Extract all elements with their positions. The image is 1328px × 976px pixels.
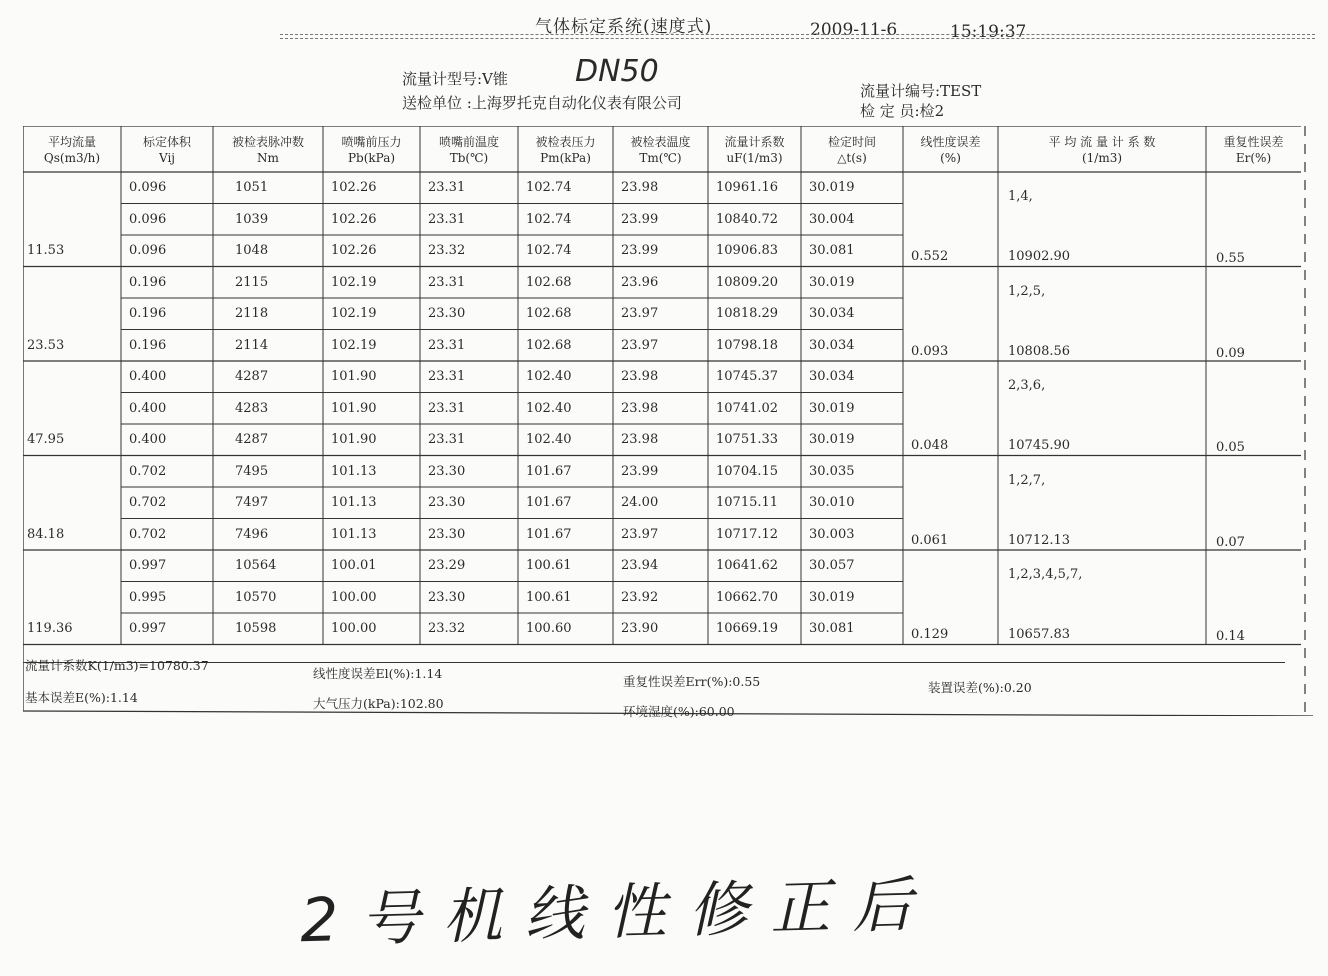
column-header xyxy=(903,134,998,166)
column-header xyxy=(708,134,801,166)
table-cell: 10641.62 xyxy=(716,558,779,573)
table-cell: 10564 xyxy=(235,558,277,573)
column-header xyxy=(420,134,518,166)
table-cell: 0.995 xyxy=(129,589,167,605)
table-cell: 0.096 xyxy=(129,180,167,195)
table-cell: 7497 xyxy=(235,495,269,510)
column-header-line: 被检表温度 xyxy=(630,135,691,149)
column-header-line: 流量计系数 xyxy=(724,135,785,149)
linearity-cell: 0.048 xyxy=(911,438,949,453)
table-cell: 10840.72 xyxy=(716,211,779,227)
column-header-line: (1/m3) xyxy=(1081,151,1123,165)
table-cell: 23.30 xyxy=(428,306,466,321)
table-cell: 10662.70 xyxy=(716,589,779,605)
table-cell: 0.702 xyxy=(129,526,167,542)
inspection-unit: 送检单位 :上海罗托克自动化仪表有限公司 xyxy=(402,94,682,112)
table-cell: 23.98 xyxy=(621,400,659,416)
table-cell: 23.96 xyxy=(621,274,659,290)
table-cell: 0.400 xyxy=(129,432,167,447)
table-cell: 23.92 xyxy=(621,589,659,605)
column-header-line: 被检表脉冲数 xyxy=(231,135,304,149)
calibration-table xyxy=(23,126,1318,719)
column-header-line: Pm(kPa) xyxy=(540,151,591,165)
column-header-line: Vij xyxy=(158,151,175,165)
table-cell: 23.31 xyxy=(428,180,466,195)
table-cell: 0.096 xyxy=(129,243,167,258)
linearity-cell: 0.552 xyxy=(911,249,949,264)
table-cell: 30.034 xyxy=(809,306,855,321)
table-cell: 1039 xyxy=(235,211,269,227)
table-cell: 102.74 xyxy=(526,243,572,258)
table-cell: 30.081 xyxy=(809,621,855,636)
column-header-line: 平 均 流 量 计 系 数 xyxy=(1048,135,1156,149)
table-cell: 0.096 xyxy=(129,211,167,227)
table-cell: 23.32 xyxy=(428,621,466,636)
table-cell: 23.32 xyxy=(428,243,466,258)
report-title: 气体标定系统(速度式) xyxy=(535,17,713,37)
table-cell: 23.30 xyxy=(428,463,466,479)
table-cell: 100.60 xyxy=(526,621,572,636)
handwritten-note: 2号机线性修正后 xyxy=(299,869,936,957)
column-header-line: Er(%) xyxy=(1235,151,1272,165)
table-cell: 23.99 xyxy=(621,463,659,479)
table-cell: 10906.83 xyxy=(716,243,779,258)
table-cell: 30.035 xyxy=(809,463,855,479)
column-header-line: 平均流量 xyxy=(47,135,96,149)
table-cell: 23.29 xyxy=(428,558,466,573)
table-cell: 100.00 xyxy=(331,621,377,636)
table-cell: 10741.02 xyxy=(716,400,779,416)
meter-model-handwritten: DN50 xyxy=(575,54,659,89)
table-cell: 30.004 xyxy=(809,211,855,227)
table-cell: 102.26 xyxy=(331,211,377,227)
table-cell: 10717.12 xyxy=(716,526,779,542)
avg-flow-cell: 84.18 xyxy=(27,526,65,542)
table-cell: 23.98 xyxy=(621,180,659,195)
column-header-line: 重复性误差 xyxy=(1223,135,1284,149)
avg-flow-cell: 119.36 xyxy=(27,621,73,636)
table-cell: 23.98 xyxy=(621,432,659,447)
table-grid xyxy=(23,126,1318,716)
repeat-cell: 0.05 xyxy=(1216,440,1245,455)
table-cell: 23.90 xyxy=(621,621,659,636)
avg-coef-cell: 10745.90 xyxy=(1008,438,1071,453)
table-cell: 23.31 xyxy=(428,432,466,447)
table-cell: 4287 xyxy=(235,432,269,447)
table-cell: 10818.29 xyxy=(716,306,779,321)
table-cell: 30.034 xyxy=(809,337,855,353)
table-cell: 100.61 xyxy=(526,558,572,573)
column-header-line: Nm xyxy=(257,151,279,165)
table-cell: 23.31 xyxy=(428,211,466,227)
table-cell: 23.97 xyxy=(621,337,659,353)
table-cell: 23.31 xyxy=(428,369,466,384)
footer-atm-pressure: 大气压力(kPa):102.80 xyxy=(313,696,444,711)
table-cell: 23.31 xyxy=(428,400,466,416)
table-cell: 30.034 xyxy=(809,369,855,384)
column-header-line: (%) xyxy=(940,151,961,165)
table-cell: 23.99 xyxy=(621,243,659,258)
avg-flow-cell: 47.95 xyxy=(27,432,65,447)
table-cell: 1051 xyxy=(235,180,269,195)
table-cell: 101.90 xyxy=(331,432,377,447)
avg-coef-cell: 10657.83 xyxy=(1008,627,1071,642)
column-header-line: Pb(kPa) xyxy=(347,151,396,165)
column-header-line: 检定时间 xyxy=(827,135,876,149)
table-cell: 1048 xyxy=(235,243,269,258)
table-cell: 102.68 xyxy=(526,306,572,321)
table-cell: 7495 xyxy=(235,463,269,479)
table-cell: 101.67 xyxy=(526,526,572,542)
meter-model: 流量计型号:V锥 xyxy=(402,70,508,88)
column-header xyxy=(213,134,323,166)
table-cell: 23.94 xyxy=(621,558,659,573)
table-cell: 102.40 xyxy=(526,400,572,416)
table-cell: 30.019 xyxy=(809,180,855,195)
title-divider xyxy=(280,34,1315,39)
table-cell: 101.13 xyxy=(331,526,377,542)
table-cell: 23.31 xyxy=(428,274,466,290)
table-cell: 30.081 xyxy=(809,243,855,258)
table-cell: 10751.33 xyxy=(716,432,779,447)
avg-coef-cell: 10808.56 xyxy=(1008,343,1071,359)
table-cell: 101.67 xyxy=(526,463,572,479)
table-cell: 102.19 xyxy=(331,337,377,353)
points-cell: 1,2,7, xyxy=(1008,472,1046,488)
avg-flow-cell: 23.53 xyxy=(27,337,65,353)
table-cell: 0.400 xyxy=(129,400,167,416)
column-header-line: 线性度误差 xyxy=(920,135,981,149)
table-cell: 102.26 xyxy=(331,243,377,258)
table-cell: 30.057 xyxy=(809,558,855,573)
table-cell: 0.400 xyxy=(129,369,167,384)
table-cell: 100.61 xyxy=(526,589,572,605)
table-cell: 0.997 xyxy=(129,621,167,636)
footer-meter-coef: 流量计系数K(1/m3)=10780.37 xyxy=(25,658,209,673)
table-cell: 102.68 xyxy=(526,337,572,353)
footer-device-error: 装置误差(%):0.20 xyxy=(928,680,1032,695)
table-cell: 101.90 xyxy=(331,369,377,384)
footer-humidity: 环境湿度(%):60.00 xyxy=(623,704,735,719)
table-cell: 30.019 xyxy=(809,274,855,290)
table-cell: 30.019 xyxy=(809,432,855,447)
avg-coef-cell: 10902.90 xyxy=(1008,249,1071,264)
footer-basic-error: 基本误差E(%):1.14 xyxy=(25,690,138,705)
linearity-cell: 0.061 xyxy=(911,532,949,548)
column-header xyxy=(121,134,213,166)
linearity-cell: 0.129 xyxy=(911,627,949,642)
table-cell: 23.99 xyxy=(621,211,659,227)
repeat-cell: 0.55 xyxy=(1216,251,1245,266)
table-cell: 2115 xyxy=(235,274,269,290)
footer-linearity: 线性度误差El(%):1.14 xyxy=(313,666,443,681)
table-cell: 10570 xyxy=(235,589,277,605)
table-cell: 101.67 xyxy=(526,495,572,510)
table-cell: 10745.37 xyxy=(716,369,779,384)
table-cell: 10669.19 xyxy=(716,621,779,636)
footer-repeatability: 重复性误差Err(%):0.55 xyxy=(623,674,761,689)
table-cell: 10809.20 xyxy=(716,274,779,290)
table-cell: 30.010 xyxy=(809,495,855,510)
column-header xyxy=(23,134,121,166)
table-cell: 0.196 xyxy=(129,274,167,290)
linearity-cell: 0.093 xyxy=(911,343,949,359)
column-header-line: Tm(℃) xyxy=(639,151,682,165)
table-cell: 2114 xyxy=(235,337,269,353)
table-cell: 4287 xyxy=(235,369,269,384)
table-cell: 100.01 xyxy=(331,558,377,573)
table-cell: 101.13 xyxy=(331,463,377,479)
column-header xyxy=(801,134,903,166)
table-cell: 23.97 xyxy=(621,526,659,542)
table-cell: 23.31 xyxy=(428,337,466,353)
table-cell: 30.019 xyxy=(809,400,855,416)
table-cell: 10715.11 xyxy=(716,495,779,510)
table-cell: 102.74 xyxy=(526,211,572,227)
table-cell: 30.019 xyxy=(809,589,855,605)
table-cell: 23.97 xyxy=(621,306,659,321)
table-cell: 0.702 xyxy=(129,495,167,510)
table-cell: 10704.15 xyxy=(716,463,779,479)
table-cell: 23.98 xyxy=(621,369,659,384)
table-cell: 2118 xyxy=(235,306,269,321)
column-header-line: 标定体积 xyxy=(142,135,191,149)
table-cell: 4283 xyxy=(235,400,269,416)
table-cell: 23.30 xyxy=(428,589,466,605)
table-cell: 23.30 xyxy=(428,495,466,510)
inspector: 检 定 员:检2 xyxy=(860,102,945,120)
column-header-line: △t(s) xyxy=(837,151,867,165)
report-date: 2009-11-6 xyxy=(810,20,898,40)
column-header-line: 喷嘴前温度 xyxy=(438,135,499,149)
table-cell: 102.68 xyxy=(526,274,572,290)
points-cell: 1,2,5, xyxy=(1008,283,1046,299)
table-cell: 102.26 xyxy=(331,180,377,195)
report-time: 15:19:37 xyxy=(950,22,1027,42)
table-cell: 102.19 xyxy=(331,306,377,321)
table-cell: 102.40 xyxy=(526,432,572,447)
table-cell: 24.00 xyxy=(621,495,659,510)
points-cell: 2,3,6, xyxy=(1008,378,1046,394)
table-cell: 0.196 xyxy=(129,306,167,321)
column-header xyxy=(1206,134,1301,166)
column-header xyxy=(613,134,708,166)
column-header-line: uF(1/m3) xyxy=(726,151,783,165)
column-header xyxy=(518,134,613,166)
column-header-line: Qs(m3/h) xyxy=(43,151,101,165)
table-cell: 100.00 xyxy=(331,589,377,605)
table-cell: 0.997 xyxy=(129,558,167,573)
avg-flow-cell: 11.53 xyxy=(27,243,65,258)
table-cell: 0.196 xyxy=(129,337,167,353)
repeat-cell: 0.14 xyxy=(1216,629,1245,644)
table-cell: 10961.16 xyxy=(716,180,779,195)
column-header-line: 被检表压力 xyxy=(535,135,596,149)
column-header-line: Tb(℃) xyxy=(449,151,489,165)
table-cell: 10598 xyxy=(235,621,277,636)
repeat-cell: 0.07 xyxy=(1216,534,1245,550)
table-cell: 102.19 xyxy=(331,274,377,290)
table-cell: 7496 xyxy=(235,526,269,542)
table-cell: 101.13 xyxy=(331,495,377,510)
table-cell: 102.40 xyxy=(526,369,572,384)
table-cell: 102.74 xyxy=(526,180,572,195)
table-cell: 23.30 xyxy=(428,526,466,542)
meter-number: 流量计编号:TEST xyxy=(860,82,982,100)
points-cell: 1,4, xyxy=(1008,189,1033,205)
column-header-line: 喷嘴前压力 xyxy=(341,135,402,149)
points-cell: 1,2,3,4,5,7, xyxy=(1008,567,1083,583)
table-cell: 10798.18 xyxy=(716,337,779,353)
repeat-cell: 0.09 xyxy=(1216,345,1245,361)
table-cell: 0.702 xyxy=(129,463,167,479)
avg-coef-cell: 10712.13 xyxy=(1008,532,1071,548)
column-header xyxy=(998,134,1206,166)
column-header xyxy=(323,134,420,166)
table-cell: 30.003 xyxy=(809,526,855,542)
table-cell: 101.90 xyxy=(331,400,377,416)
